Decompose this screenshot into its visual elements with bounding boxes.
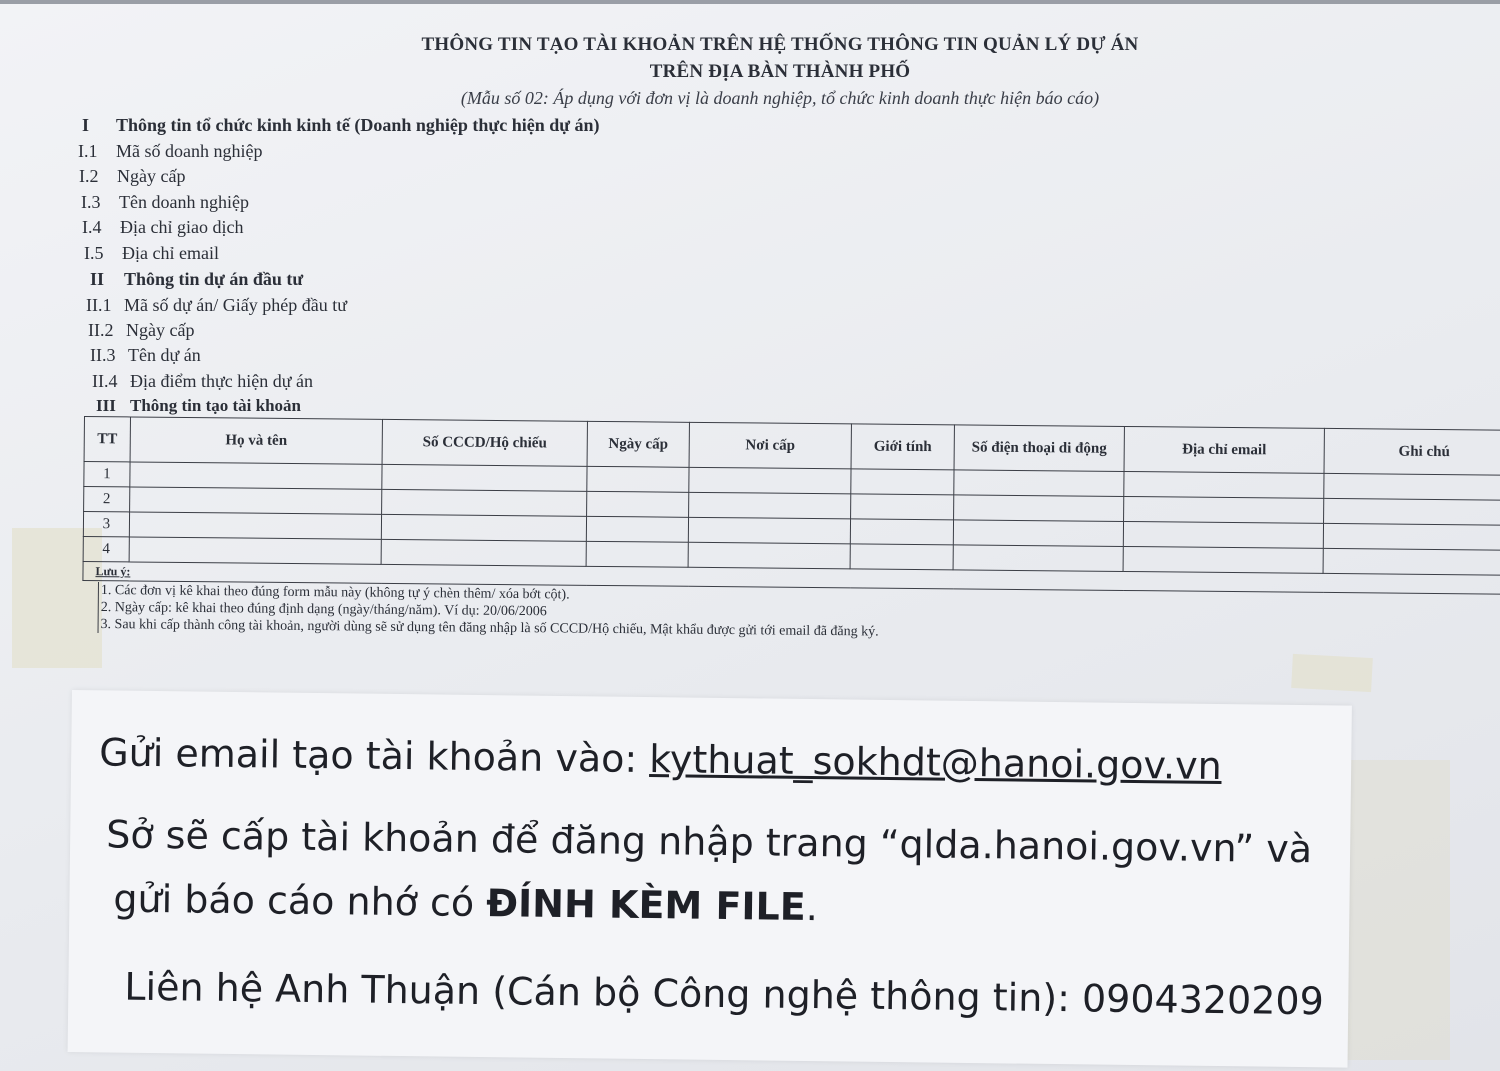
section3-num: III xyxy=(96,396,116,415)
field-label: Tên dự án xyxy=(128,345,201,365)
section2-title: Thông tin dự án đầu tư xyxy=(124,269,304,289)
tape-slip xyxy=(1340,760,1450,1060)
field-label: Ngày cấp xyxy=(117,166,186,186)
notice-line3 xyxy=(113,877,818,930)
col-header: TT xyxy=(84,417,130,462)
notes-block xyxy=(98,582,880,640)
field-num: II.3 xyxy=(90,345,116,365)
field-label: Tên doanh nghiệp xyxy=(119,192,249,212)
col-header: Họ và tên xyxy=(130,417,382,464)
col-header: Địa chỉ email xyxy=(1124,426,1324,473)
field-num: II.4 xyxy=(92,371,118,391)
field-row xyxy=(82,217,243,238)
note-item: 1. Các đơn vị kê khai theo đúng form mẫu này (không tự ý chèn thêm/ xóa bớt cột). xyxy=(98,582,879,606)
notice-line4: Liên hệ Anh Thuận (Cán bộ Công nghệ thông tin): 0904320209 xyxy=(124,964,1325,1024)
field-row xyxy=(78,141,262,162)
section1-num: I xyxy=(82,115,90,135)
field-row xyxy=(92,371,313,392)
row-number: 2 xyxy=(84,487,130,512)
field-num: I.2 xyxy=(79,166,99,186)
field-row xyxy=(84,243,219,264)
field-num: I.5 xyxy=(84,243,104,263)
form-title-line1: THÔNG TIN TẠO TÀI KHOẢN TRÊN HỆ THỐNG THÔNG TIN QUẢN LÝ DỰ ÁN xyxy=(421,34,1139,55)
contact-email-link[interactable]: kythuat_sokhdt@hanoi.gov.vn xyxy=(649,737,1222,789)
notice-slip xyxy=(68,690,1352,1068)
field-row xyxy=(86,295,347,316)
col-header: Ghi chú xyxy=(1324,428,1500,475)
field-num: I.1 xyxy=(78,141,98,161)
col-header: Nơi cấp xyxy=(689,422,851,469)
section1-heading xyxy=(82,115,600,136)
notice-line2: Sở sẽ cấp tài khoản để đăng nhập trang “qlda.hanoi.gov.vn” và xyxy=(105,812,1313,872)
field-row xyxy=(81,192,249,213)
field-num: II.2 xyxy=(88,320,114,340)
notice-line3-suffix: . xyxy=(805,884,819,930)
col-header: Số CCCD/Hộ chiếu xyxy=(382,419,587,466)
field-label: Địa chỉ giao dịch xyxy=(120,217,244,237)
section3-title: Thông tin tạo tài khoản xyxy=(130,396,301,415)
form-title-line2: TRÊN ĐỊA BÀN THÀNH PHỐ xyxy=(649,61,911,82)
form-subtitle: (Mẫu số 02: Áp dụng với đơn vị là doanh nghiệp, tổ chức kinh doanh thực hiện báo cáo) xyxy=(460,88,1100,108)
notice-emphasis: ĐÍNH KÈM FILE xyxy=(485,881,807,929)
section3-heading xyxy=(96,396,301,416)
row-number: 4 xyxy=(83,536,129,561)
field-row xyxy=(79,166,185,187)
col-header: Ngày cấp xyxy=(587,421,689,467)
notice-line1 xyxy=(99,730,1222,788)
field-label: Mã số doanh nghiệp xyxy=(116,141,263,161)
field-num: I.3 xyxy=(81,192,101,212)
row-number: 1 xyxy=(84,462,130,487)
col-header: Số điện thoại di động xyxy=(954,425,1124,472)
notice-line1-prefix: Gửi email tạo tài khoản vào: xyxy=(98,730,650,782)
note-item: 3. Sau khi cấp thành công tài khoản, người dùng sẽ sử dụng tên đăng nhập là số CCCD/Hộ chiếu, Mật khẩu được gửi tới email đã đăng ký. xyxy=(98,616,879,640)
section2-num: II xyxy=(90,269,105,289)
field-label: Mã số dự án/ Giấy phép đầu tư xyxy=(124,295,347,315)
col-header: Giới tính xyxy=(851,424,954,470)
note-item: 2. Ngày cấp: kê khai theo đúng định dạng (ngày/tháng/năm). Ví dụ: 20/06/2006 xyxy=(98,599,879,623)
section1-title: Thông tin tổ chức kinh kinh tế (Doanh nghiệp thực hiện dự án) xyxy=(116,115,600,135)
notice-line3-prefix: gửi báo cáo nhớ có xyxy=(113,876,487,926)
field-num: II.1 xyxy=(86,295,112,315)
tape-right xyxy=(1291,654,1373,692)
field-label: Ngày cấp xyxy=(126,320,195,340)
field-label: Địa điểm thực hiện dự án xyxy=(130,371,313,391)
top-edge xyxy=(0,0,1500,4)
section2-heading xyxy=(90,269,303,290)
field-row xyxy=(88,320,194,341)
field-label: Địa chỉ email xyxy=(122,243,219,263)
note-label: Lưu ý: xyxy=(83,561,1500,594)
account-table xyxy=(82,416,1500,595)
row-number: 3 xyxy=(83,512,129,537)
field-num: I.4 xyxy=(82,217,102,237)
field-row xyxy=(90,345,201,366)
